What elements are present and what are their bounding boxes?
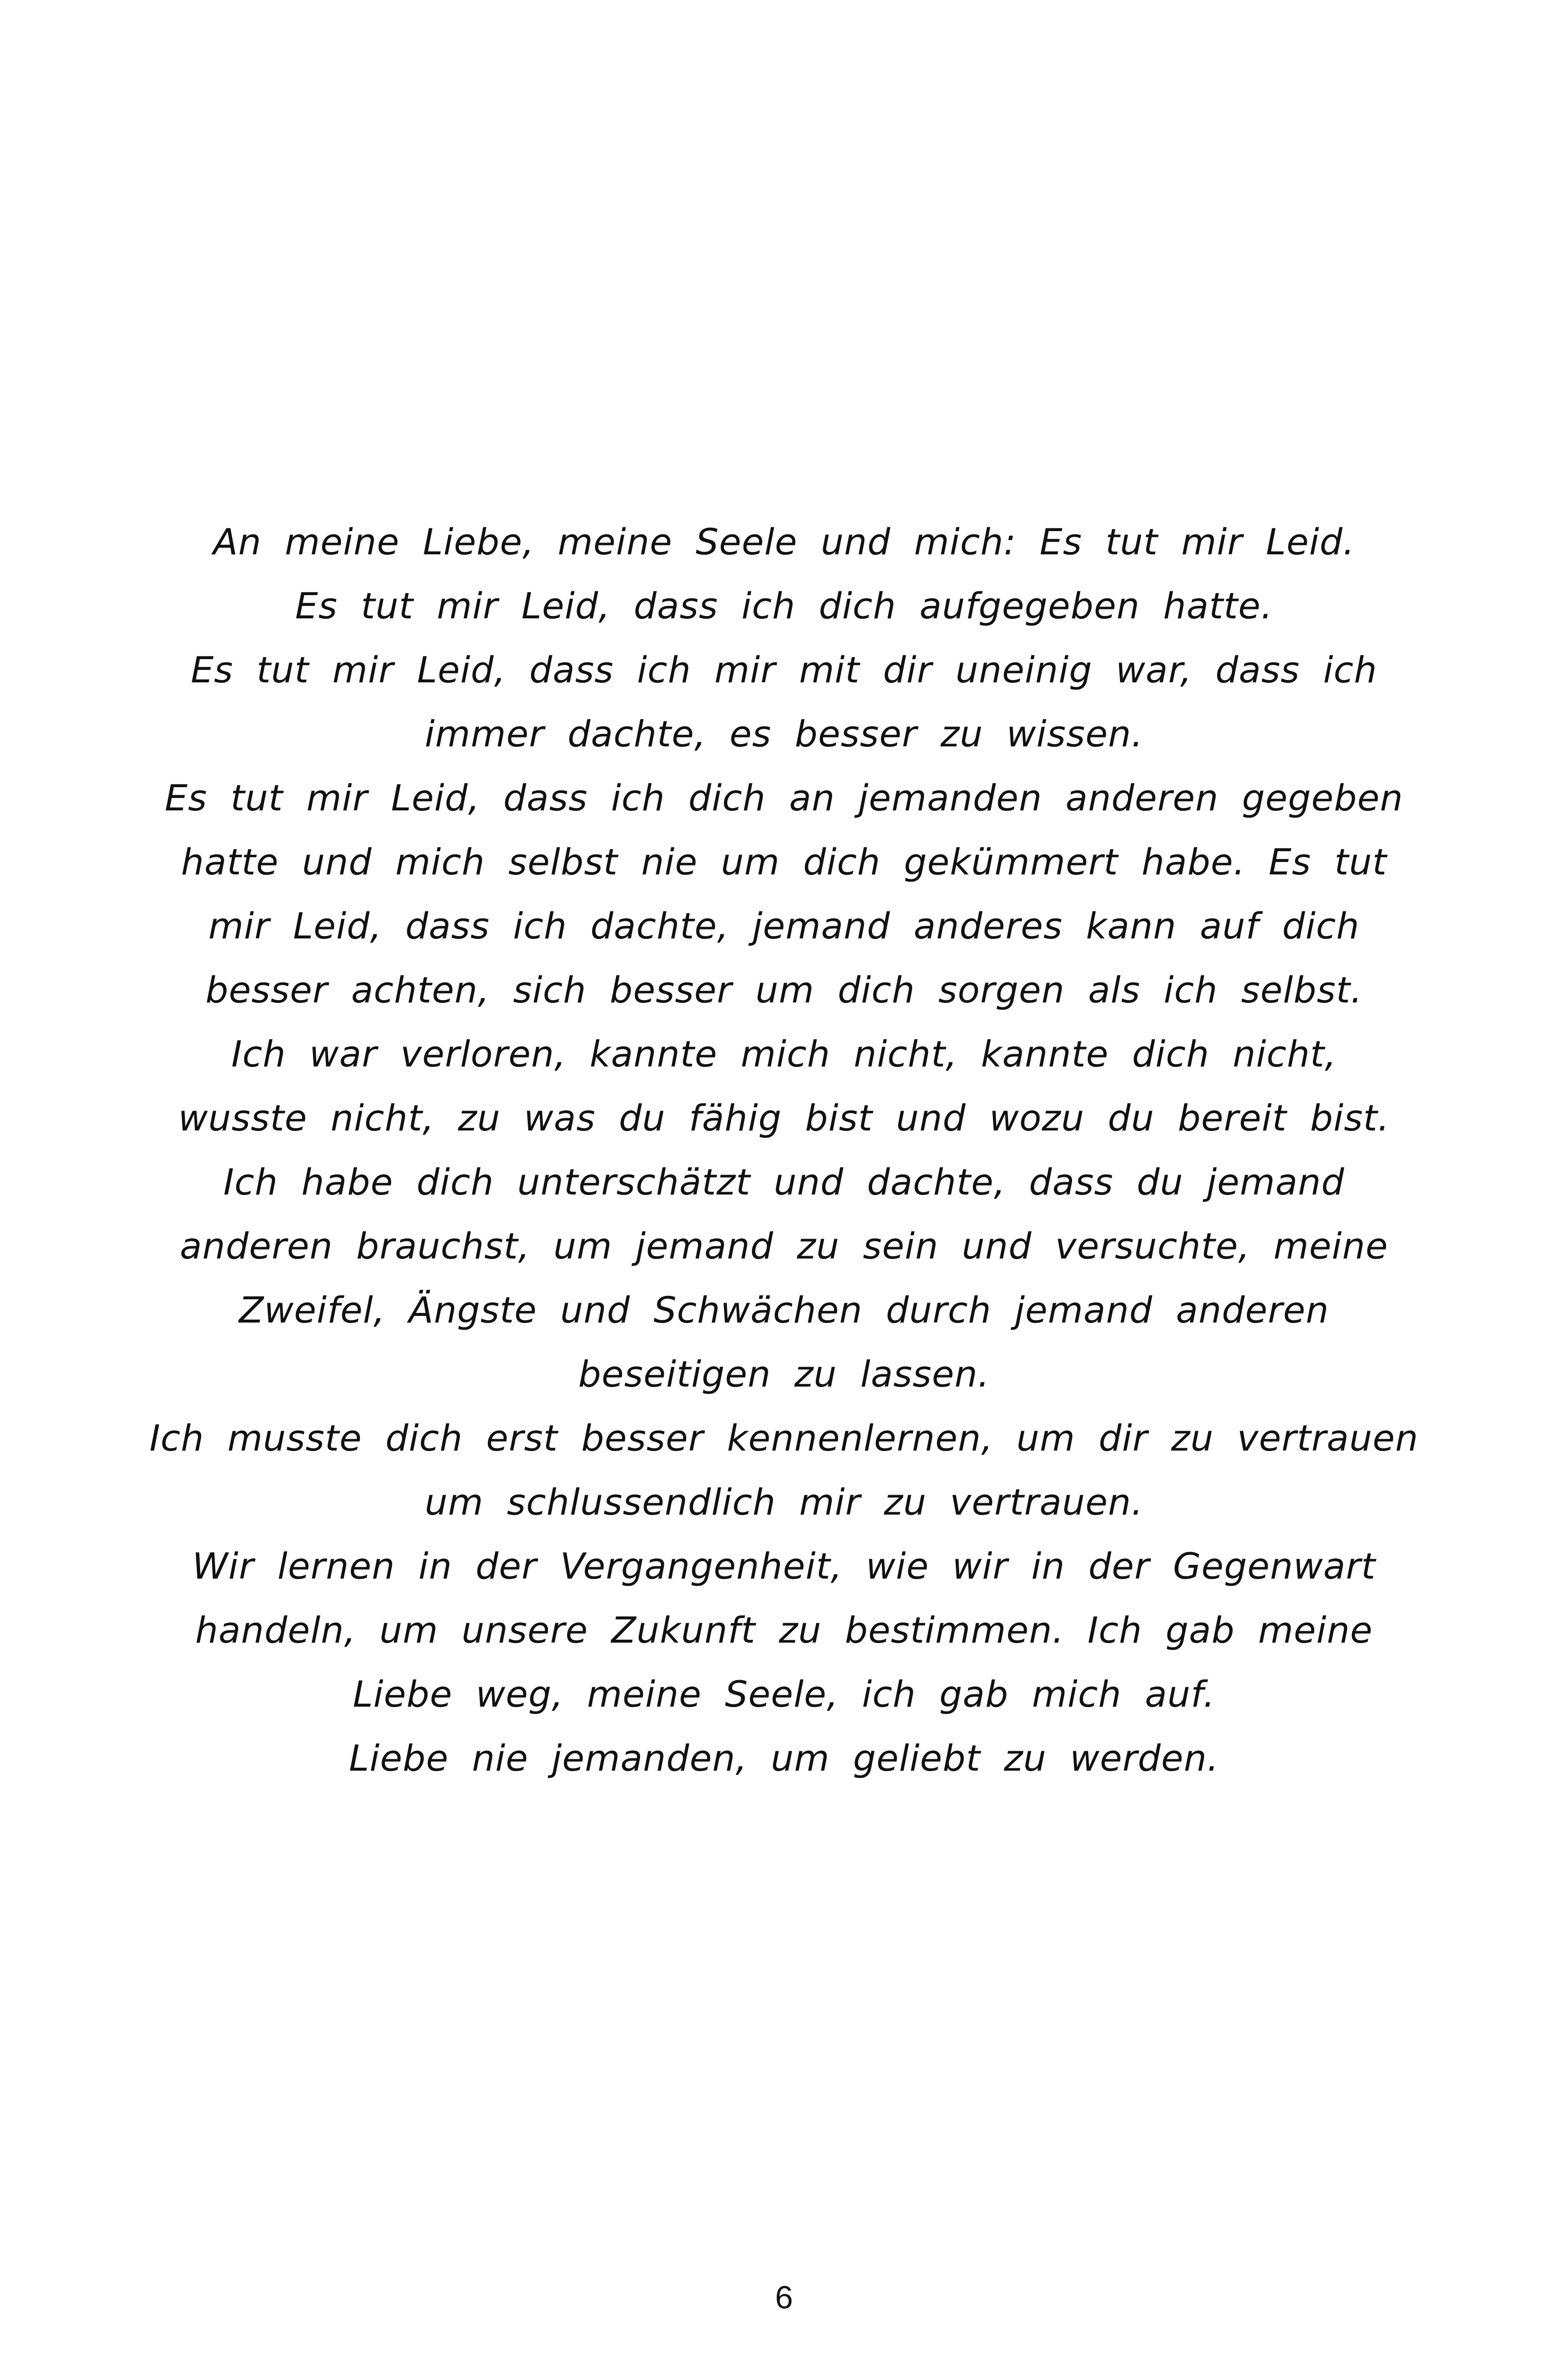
poem-line: Ich war verloren, kannte mich nicht, kannte dich nicht, <box>231 1033 1337 1075</box>
poem-text <box>0 510 1568 1790</box>
poem-line: Es tut mir Leid, dass ich mir mit dir uneinig war, dass ich <box>191 649 1377 691</box>
poem-line: Wir lernen in der Vergangenheit, wie wir in der Gegenwart <box>192 1545 1376 1587</box>
page-number: 6 <box>775 2279 793 2316</box>
poem-line: Es tut mir Leid, dass ich dich an jemanden anderen gegeben <box>165 777 1403 819</box>
poem-line: Ich musste dich erst besser kennenlernen, um dir zu vertrauen <box>149 1417 1419 1459</box>
poem-line: beseitigen zu lassen. <box>578 1353 990 1395</box>
poem-line: handeln, um unsere Zukunft zu bestimmen. Ich gab meine <box>195 1609 1373 1651</box>
poem-line: immer dachte, es besser zu wissen. <box>424 713 1144 755</box>
poem-line: Es tut mir Leid, dass ich dich aufgegeben hatte. <box>295 585 1273 627</box>
poem-line: hatte und mich selbst nie um dich gekümmert habe. Es tut <box>181 841 1387 883</box>
poem-line: Ich habe dich unterschätzt und dachte, dass du jemand <box>223 1161 1345 1203</box>
poem-line: An meine Liebe, meine Seele und mich: Es tut mir Leid. <box>213 521 1355 563</box>
poem-line: Liebe weg, meine Seele, ich gab mich auf. <box>353 1673 1215 1715</box>
poem-line: Liebe nie jemanden, um geliebt zu werden. <box>349 1737 1219 1779</box>
poem-line: anderen brauchst, um jemand zu sein und versuchte, meine <box>180 1225 1388 1267</box>
poem-line: Zweifel, Ängste und Schwächen durch jemand anderen <box>238 1289 1330 1331</box>
poem-line: besser achten, sich besser um dich sorgen als ich selbst. <box>205 969 1363 1011</box>
poem-line: mir Leid, dass ich dachte, jemand anderes kann auf dich <box>208 905 1360 947</box>
poem-line: um schlussendlich mir zu vertrauen. <box>424 1481 1144 1523</box>
poem-line: wusste nicht, zu was du fähig bist und wozu du bereit bist. <box>178 1097 1390 1139</box>
